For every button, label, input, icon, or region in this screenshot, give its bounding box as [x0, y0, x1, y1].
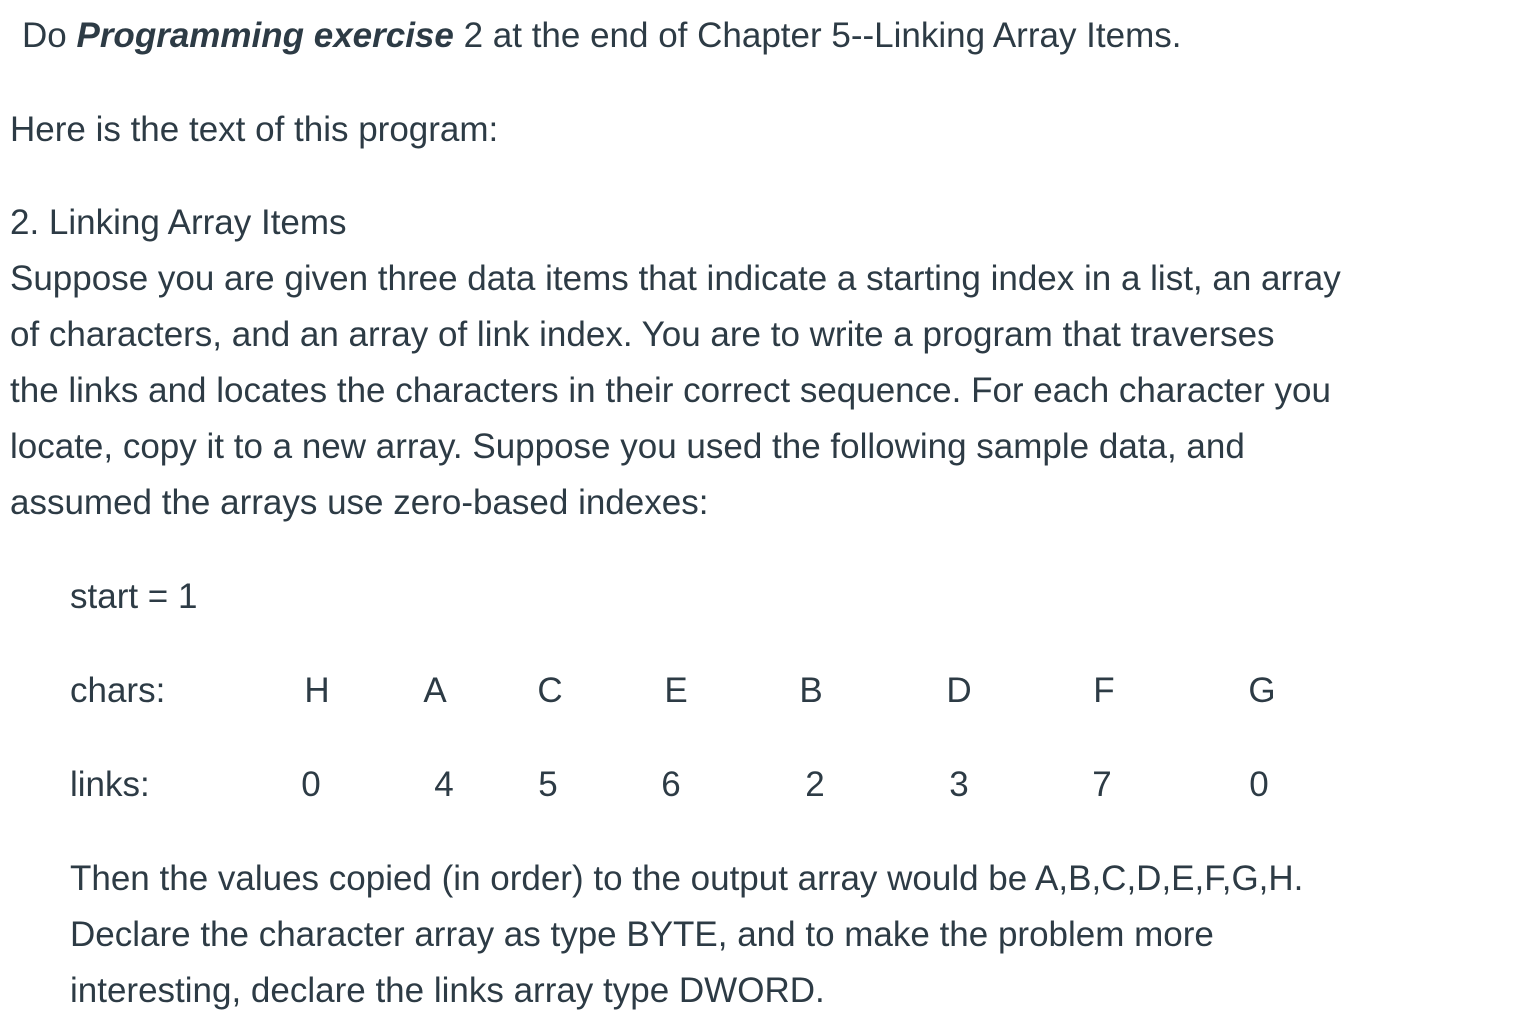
char-cell: H: [304, 671, 330, 710]
start-value: start = 1: [70, 577, 198, 616]
link-cell: 0: [301, 765, 321, 804]
char-cell: A: [423, 671, 447, 710]
description-line: assumed the arrays use zero-based indexes:: [10, 483, 709, 522]
char-cell: F: [1093, 671, 1115, 710]
char-cell: C: [537, 671, 563, 710]
assignment-instruction: [22, 8, 1181, 64]
description-line: Suppose you are given three data items that indicate a starting index in a list, an array: [10, 259, 1341, 298]
link-cell: 5: [538, 765, 558, 804]
intro-prefix: Do: [22, 16, 77, 55]
char-cell: D: [946, 671, 972, 710]
chars-label: chars:: [70, 671, 166, 710]
link-cell: 0: [1249, 765, 1269, 804]
intro-emphasis: Programming exercise: [76, 16, 454, 55]
link-cell: 4: [434, 765, 454, 804]
program-text-lead: Here is the text of this program:: [10, 110, 499, 149]
link-cell: 3: [949, 765, 969, 804]
description-line: the links and locates the characters in their correct sequence. For each character you: [10, 371, 1331, 410]
description-line: locate, copy it to a new array. Suppose you used the following sample data, and: [10, 427, 1245, 466]
closing-line: Then the values copied (in order) to the output array would be A,B,C,D,E,F,G,H.: [70, 859, 1304, 898]
link-cell: 6: [661, 765, 681, 804]
links-label: links:: [70, 765, 150, 804]
char-cell: B: [799, 671, 823, 710]
link-cell: 2: [805, 765, 825, 804]
link-cell: 7: [1092, 765, 1112, 804]
char-cell: G: [1248, 671, 1276, 710]
description-line: of characters, and an array of link index. You are to write a program that traverses: [10, 315, 1275, 354]
intro-suffix: 2 at the end of Chapter 5--Linking Array Items.: [453, 16, 1182, 55]
closing-line: Declare the character array as type BYTE, and to make the problem more: [70, 915, 1214, 954]
exercise-heading: 2. Linking Array Items: [10, 203, 347, 242]
closing-line: interesting, declare the links array type DWORD.: [70, 971, 825, 1010]
char-cell: E: [664, 671, 688, 710]
